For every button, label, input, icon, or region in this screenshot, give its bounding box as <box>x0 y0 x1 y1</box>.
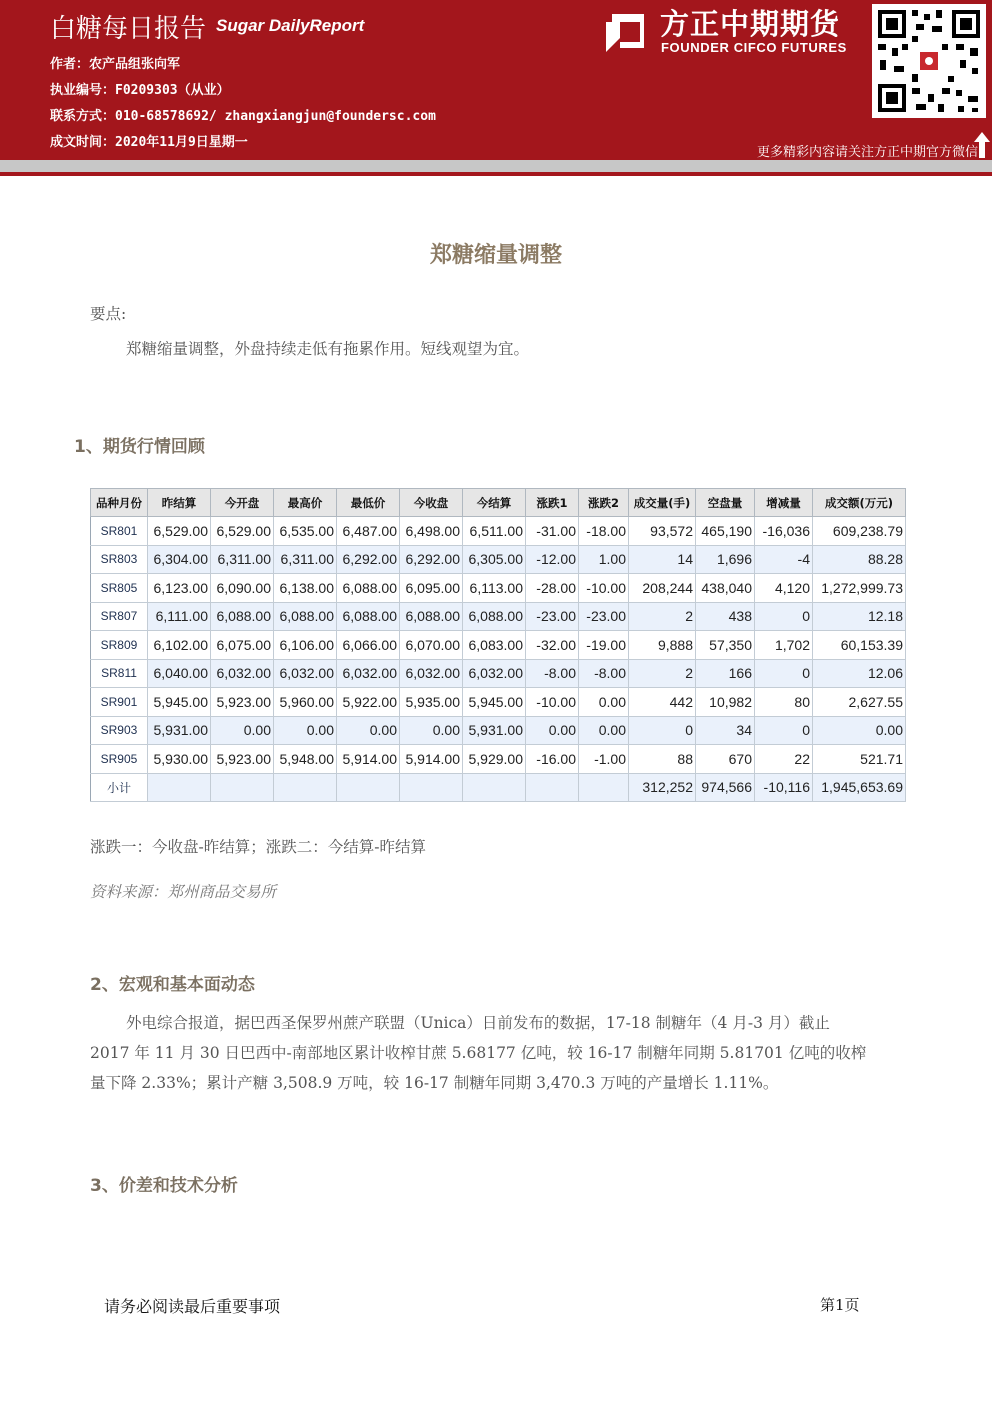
body-paragraph-line: 量下降 2.33%；累计产糖 3,508.9 万吨，较 16-17 制糖年同期 3,470.3 万吨的产量增长 1.11%。 <box>90 1074 779 1092</box>
header-divider <box>0 160 992 172</box>
page-number: 第1页 <box>820 1296 860 1314</box>
table-cell <box>400 773 463 802</box>
table-cell: 1.00 <box>579 545 629 574</box>
table-cell: 60,153.39 <box>813 631 906 660</box>
table-cell: 57,350 <box>696 631 755 660</box>
table-row <box>91 574 906 603</box>
table-cell: 0.00 <box>579 716 629 745</box>
contract-code-cell: SR809 <box>91 631 148 660</box>
body-paragraph-line: 外电综合报道，据巴西圣保罗州蔗产联盟（Unica）日前发布的数据，17-18 制糖年（4 月-3 月）截止 <box>126 1014 830 1032</box>
table-cell: 6,088.00 <box>463 602 526 631</box>
col-header: 昨结算 <box>148 489 211 517</box>
table-cell: -23.00 <box>526 602 579 631</box>
table-cell: 609,238.79 <box>813 517 906 546</box>
table-cell: 6,032.00 <box>274 659 337 688</box>
table-cell: 0 <box>755 659 813 688</box>
table-cell: 6,088.00 <box>337 574 400 603</box>
table-row <box>91 716 906 745</box>
table-cell: 438,040 <box>696 574 755 603</box>
table-cell: 6,487.00 <box>337 517 400 546</box>
author: 作者：农产品组张向军 <box>50 57 181 72</box>
contract-code-cell: SR901 <box>91 688 148 717</box>
company-name-cn: 方正中期期货 <box>660 7 841 41</box>
table-cell: 0 <box>755 716 813 745</box>
table-cell: 0 <box>755 602 813 631</box>
table-cell: -8.00 <box>526 659 579 688</box>
table-cell: 1,945,653.69 <box>813 773 906 802</box>
table-cell: 6,311.00 <box>274 545 337 574</box>
document-title: 郑糖缩量调整 <box>429 243 562 268</box>
table-cell: 9,888 <box>629 631 696 660</box>
table-cell: 6,511.00 <box>463 517 526 546</box>
section-heading-macro: 2、宏观和基本面动态 <box>90 975 255 995</box>
table-cell: 2 <box>629 659 696 688</box>
futures-quote-table <box>90 488 906 802</box>
table-cell <box>211 773 274 802</box>
table-row <box>91 602 906 631</box>
table-cell: 34 <box>696 716 755 745</box>
table-cell: 6,040.00 <box>148 659 211 688</box>
table-cell: -10.00 <box>526 688 579 717</box>
table-cell: 5,914.00 <box>400 745 463 774</box>
table-cell: -18.00 <box>579 517 629 546</box>
table-cell: 2 <box>629 602 696 631</box>
table-row <box>91 517 906 546</box>
table-cell: -32.00 <box>526 631 579 660</box>
col-header: 今结算 <box>463 489 526 517</box>
table-cell: 6,111.00 <box>148 602 211 631</box>
table-cell: 6,305.00 <box>463 545 526 574</box>
table-cell: 14 <box>629 545 696 574</box>
qr-code-icon <box>872 4 986 118</box>
table-cell: 6,032.00 <box>211 659 274 688</box>
table-cell: 438 <box>696 602 755 631</box>
table-cell: 88 <box>629 745 696 774</box>
table-cell: -16.00 <box>526 745 579 774</box>
table-cell: 6,088.00 <box>337 602 400 631</box>
table-cell: 974,566 <box>696 773 755 802</box>
table-cell: 0.00 <box>211 716 274 745</box>
section-heading-technical: 3、价差和技术分析 <box>90 1176 238 1196</box>
table-cell: 6,292.00 <box>400 545 463 574</box>
table-cell: -28.00 <box>526 574 579 603</box>
contract-code-cell: SR905 <box>91 745 148 774</box>
report-date: 成文时间：2020年11月9日星期一 <box>50 135 248 150</box>
col-header: 最低价 <box>337 489 400 517</box>
table-cell: -12.00 <box>526 545 579 574</box>
table-cell: 0.00 <box>813 716 906 745</box>
table-cell: 6,095.00 <box>400 574 463 603</box>
table-row <box>91 745 906 774</box>
table-row <box>91 631 906 660</box>
table-row <box>91 545 906 574</box>
table-cell: -16,036 <box>755 517 813 546</box>
table-cell: 6,032.00 <box>463 659 526 688</box>
table-cell: 4,120 <box>755 574 813 603</box>
table-cell: 6,311.00 <box>211 545 274 574</box>
table-cell: 6,088.00 <box>211 602 274 631</box>
company-logo-icon <box>604 8 650 54</box>
table-cell: 1,272,999.73 <box>813 574 906 603</box>
table-cell <box>463 773 526 802</box>
table-cell: 6,090.00 <box>211 574 274 603</box>
contract-code-cell: SR805 <box>91 574 148 603</box>
report-title: 白糖每日报告 <box>50 14 207 44</box>
table-cell: 80 <box>755 688 813 717</box>
table-cell: 6,083.00 <box>463 631 526 660</box>
table-cell: 6,066.00 <box>337 631 400 660</box>
table-cell: 6,304.00 <box>148 545 211 574</box>
table-cell: 6,070.00 <box>400 631 463 660</box>
license-number: 执业编号：F0209303（从业） <box>50 83 230 98</box>
col-header: 最高价 <box>274 489 337 517</box>
table-cell: 5,948.00 <box>274 745 337 774</box>
table-cell: 6,032.00 <box>337 659 400 688</box>
body-paragraph-line: 2017 年 11 月 30 日巴西中-南部地区累计收榨甘蔗 5.68177 亿吨，较 16-17 制糖年同期 5.81701 亿吨的收榨 <box>90 1044 867 1062</box>
table-header-row <box>91 489 906 517</box>
table-cell: 6,113.00 <box>463 574 526 603</box>
table-cell: 312,252 <box>629 773 696 802</box>
table-cell: 6,102.00 <box>148 631 211 660</box>
table-cell: 0.00 <box>274 716 337 745</box>
keypoints-label: 要点: <box>90 305 127 323</box>
col-header: 空盘量 <box>696 489 755 517</box>
table-cell: 208,244 <box>629 574 696 603</box>
table-cell: 0.00 <box>579 688 629 717</box>
report-title-en: Sugar DailyReport <box>216 16 365 35</box>
table-cell: 5,931.00 <box>463 716 526 745</box>
table-cell: -23.00 <box>579 602 629 631</box>
col-header: 涨跌1 <box>526 489 579 517</box>
table-cell: 5,923.00 <box>211 745 274 774</box>
table-cell: 5,945.00 <box>148 688 211 717</box>
arrow-up-icon <box>974 132 990 158</box>
table-cell: 12.06 <box>813 659 906 688</box>
table-cell <box>337 773 400 802</box>
table-cell: -4 <box>755 545 813 574</box>
table-cell: 0.00 <box>337 716 400 745</box>
table-cell: 442 <box>629 688 696 717</box>
table-cell: 6,032.00 <box>400 659 463 688</box>
table-cell <box>274 773 337 802</box>
table-row <box>91 688 906 717</box>
contract-code-cell: SR803 <box>91 545 148 574</box>
table-cell: 5,930.00 <box>148 745 211 774</box>
table-cell: 166 <box>696 659 755 688</box>
table-cell: 6,529.00 <box>148 517 211 546</box>
table-cell: 6,138.00 <box>274 574 337 603</box>
table-cell: 5,922.00 <box>337 688 400 717</box>
table-cell: 6,292.00 <box>337 545 400 574</box>
table-cell: 5,935.00 <box>400 688 463 717</box>
table-cell: 0.00 <box>526 716 579 745</box>
table-cell: 6,075.00 <box>211 631 274 660</box>
table-cell: 5,929.00 <box>463 745 526 774</box>
table-cell: 6,123.00 <box>148 574 211 603</box>
header-divider-red <box>0 172 992 176</box>
table-cell <box>579 773 629 802</box>
table-cell <box>526 773 579 802</box>
table-cell: 12.18 <box>813 602 906 631</box>
contract-code-cell: SR801 <box>91 517 148 546</box>
table-cell: 93,572 <box>629 517 696 546</box>
table-cell: -8.00 <box>579 659 629 688</box>
table-cell: 6,088.00 <box>400 602 463 631</box>
table-cell: 0 <box>629 716 696 745</box>
col-header: 今开盘 <box>211 489 274 517</box>
table-cell: 670 <box>696 745 755 774</box>
company-name-en: FOUNDER CIFCO FUTURES <box>661 40 847 55</box>
contract-code-cell: 小计 <box>91 773 148 802</box>
table-cell: 5,914.00 <box>337 745 400 774</box>
table-cell: 465,190 <box>696 517 755 546</box>
table-cell: 2,627.55 <box>813 688 906 717</box>
table-cell: 5,923.00 <box>211 688 274 717</box>
table-cell: 521.71 <box>813 745 906 774</box>
table-cell: 10,982 <box>696 688 755 717</box>
col-header: 成交额(万元) <box>813 489 906 517</box>
table-cell <box>148 773 211 802</box>
contract-code-cell: SR811 <box>91 659 148 688</box>
col-header: 今收盘 <box>400 489 463 517</box>
table-cell: 5,960.00 <box>274 688 337 717</box>
table-cell: 0.00 <box>400 716 463 745</box>
table-cell: 6,106.00 <box>274 631 337 660</box>
table-row <box>91 773 906 802</box>
table-cell: -31.00 <box>526 517 579 546</box>
table-cell: 5,945.00 <box>463 688 526 717</box>
table-cell: 6,088.00 <box>274 602 337 631</box>
section-heading-futures: 1、期货行情回顾 <box>74 437 205 457</box>
contact-info: 联系方式：010-68578692/ zhangxiangjun@foundersc.com <box>50 109 436 124</box>
table-cell: 5,931.00 <box>148 716 211 745</box>
contract-code-cell: SR903 <box>91 716 148 745</box>
data-source: 资料来源：郑州商品交易所 <box>90 883 277 901</box>
table-cell: -10,116 <box>755 773 813 802</box>
table-cell: 6,529.00 <box>211 517 274 546</box>
table-cell: 88.28 <box>813 545 906 574</box>
keypoints-text: 郑糖缩量调整，外盘持续走低有拖累作用。短线观望为宜。 <box>126 340 530 358</box>
table-cell: -1.00 <box>579 745 629 774</box>
table-cell: 1,696 <box>696 545 755 574</box>
table-cell: 6,498.00 <box>400 517 463 546</box>
col-header: 增减量 <box>755 489 813 517</box>
follow-wechat-text: 更多精彩内容请关注方正中期官方微信 <box>756 145 978 160</box>
table-cell: -10.00 <box>579 574 629 603</box>
footer-notice: 请务必阅读最后重要事项 <box>104 1297 281 1316</box>
contract-code-cell: SR807 <box>91 602 148 631</box>
table-row <box>91 659 906 688</box>
table-cell: 1,702 <box>755 631 813 660</box>
table-note: 涨跌一：今收盘-昨结算；涨跌二：今结算-昨结算 <box>90 838 426 856</box>
col-header: 品种月份 <box>91 489 148 517</box>
table-cell: 6,535.00 <box>274 517 337 546</box>
table-cell: 22 <box>755 745 813 774</box>
table-cell: -19.00 <box>579 631 629 660</box>
col-header: 涨跌2 <box>579 489 629 517</box>
col-header: 成交量(手) <box>629 489 696 517</box>
